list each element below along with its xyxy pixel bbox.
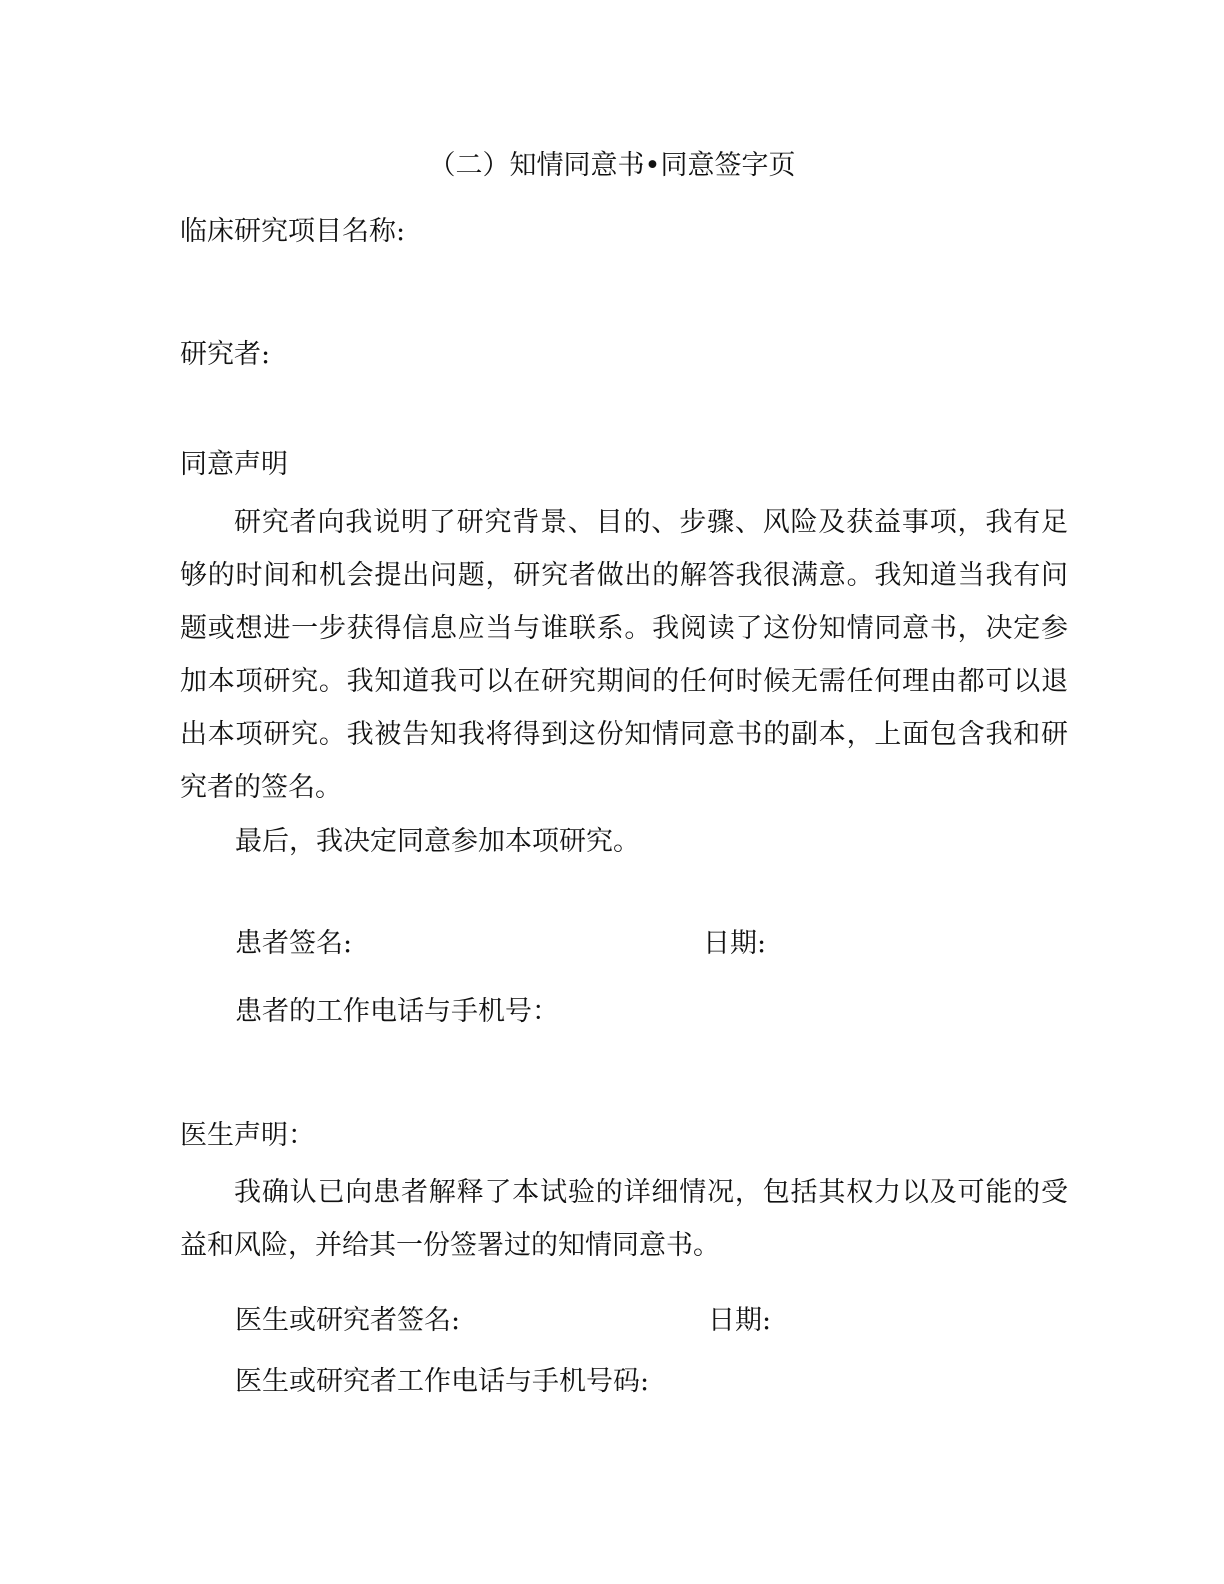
- consent-heading: 同意声明: [180, 449, 288, 480]
- researcher-label: 研究者:: [180, 339, 271, 370]
- patient-date-label: 日期:: [703, 928, 767, 959]
- project-name-label: 临床研究项目名称:: [180, 216, 406, 247]
- doctor-paragraph: 我确认已向患者解释了本试验的详细情况，包括其权力以及可能的受益和风险，并给其一份签署过的知情同意书。: [180, 1177, 1068, 1261]
- final-decision: 最后，我决定同意参加本项研究。: [235, 826, 640, 857]
- doctor-phone-label: 医生或研究者工作电话与手机号码:: [235, 1366, 650, 1397]
- patient-signature-label: 患者签名:: [235, 928, 353, 959]
- doctor-signature-label: 医生或研究者签名:: [235, 1305, 461, 1336]
- doctor-heading: 医生声明：: [180, 1120, 315, 1151]
- consent-paragraph: 研究者向我说明了研究背景、目的、步骤、风险及获益事项，我有足够的时间和机会提出问题，研究者做出的解答我很满意。我知道当我有问题或想进一步获得信息应当与谁联系。我阅读了这份知情同意书，决定参加本项研究。我知道我可以在研究期间的任何时候无需任何理由都可以退出本项研究。我被告知我将得到这份知情同意书的副本，上面包含我和研究者的签名。: [180, 507, 1068, 803]
- document-title: （二）知情同意书•同意签字页: [428, 150, 796, 181]
- doctor-date-label: 日期:: [708, 1305, 772, 1336]
- patient-phone-label: 患者的工作电话与手机号：: [235, 996, 559, 1027]
